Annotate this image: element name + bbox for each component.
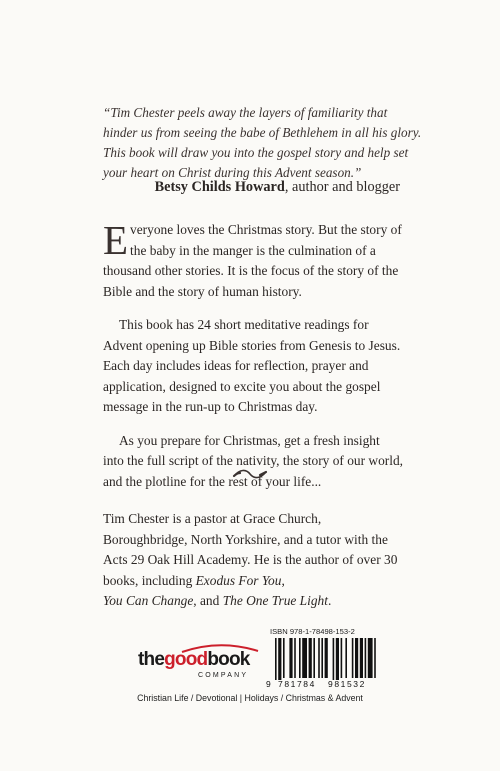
book-title-1: Exodus For You xyxy=(195,572,282,588)
barcode xyxy=(266,627,380,689)
endorsement-attribution xyxy=(155,177,400,197)
logo-company: COMPANY xyxy=(198,672,249,679)
ornament-flourish-icon xyxy=(230,467,270,481)
endorsement-quote: “Tim Chester peels away the layers of familiarity that hinder us from seeing the babe of Bethlehem in all his glory. This book will draw you into the gospel story and help set your heart on Christ during this Advent season.” xyxy=(103,105,422,180)
barcode-digit-first: 9 xyxy=(266,679,271,689)
bio-separator-1: , xyxy=(281,572,285,588)
barcode-digits-right: 981532 xyxy=(328,679,366,689)
blurb-paragraph-1-text: veryone loves the Christmas story. But the story of the baby in the manger is the culmination of a thousand other stories. It is the focus of the story of the Bible and the story of human history. xyxy=(103,222,402,299)
logo-wordmark xyxy=(138,649,250,671)
blurb xyxy=(103,217,403,505)
blurb-paragraph-3: As you prepare for Christmas, get a fresh insight into the full script of the nativity, the story of our world, and the plotline for the rest of your life... xyxy=(103,432,403,489)
book-title-2: You Can Change xyxy=(103,593,194,608)
bio-separator-2: , and xyxy=(193,593,223,608)
blurb-paragraph-2: This book has 24 short meditative readings for Advent opening up Bible stories from Genesis to Jesus. Each day includes ideas for reflection, prayer and application, designed to excite you about the gospel message in the run-up to Christmas day. xyxy=(103,317,401,414)
blurb-paragraph-1 xyxy=(103,217,403,302)
barcode-icon xyxy=(266,638,380,680)
logo-book: book xyxy=(207,649,250,670)
author-bio xyxy=(103,509,403,612)
publisher-logo xyxy=(138,643,268,687)
logo-the: the xyxy=(138,649,165,670)
bio-end: . xyxy=(327,593,332,608)
drop-cap: E xyxy=(103,217,129,263)
barcode-digits-left: 781784 xyxy=(278,679,316,689)
isbn-text: ISBN 978-1-78498-153-2 xyxy=(270,627,355,636)
book-title-3: The One True Light xyxy=(222,593,328,608)
logo-good: good xyxy=(164,649,208,670)
endorser-role: , author and blogger xyxy=(284,179,400,195)
author-bio-text: Tim Chester is a pastor at Grace Church, Boroughbridge, North Yorkshire, and a tutor with the Acts 29 Oak Hill Academy. He is the author of over 30 books, including xyxy=(103,511,398,588)
category-line: Christian Life / Devotional | Holidays / Christmas & Advent xyxy=(137,693,363,703)
endorser-name: Betsy Childs Howard xyxy=(154,179,285,195)
